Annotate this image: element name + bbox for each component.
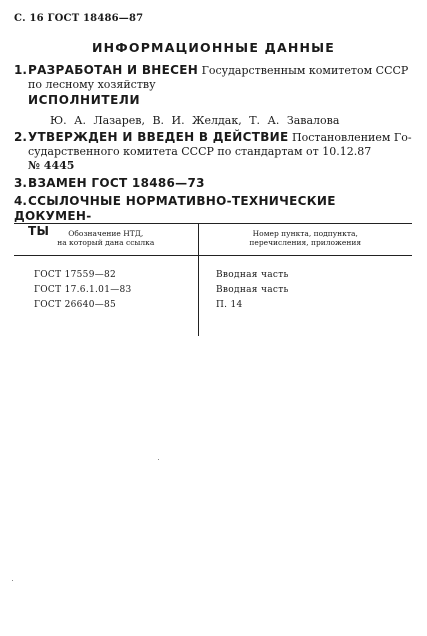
item-number: 4. [14,194,27,208]
item-number: 3. [14,176,27,190]
scan-speck [12,580,13,581]
header-line: Обозначение НТД, [68,229,144,238]
info-item-2 [14,130,414,173]
reference-table [14,223,412,336]
page-header: С. 16 ГОСТ 18486—87 [14,13,144,24]
table-cell-ref: Вводная часть [216,270,289,280]
executors-heading: ИСПОЛНИТЕЛИ [28,93,141,107]
executors-names: Ю. А. Лазарев, В. И. Желдак, Т. А. Завалова [50,114,340,127]
document-title: ИНФОРМАЦИОННЫЕ ДАННЫЕ [91,40,336,55]
item-heading: ССЫЛОЧНЫЕ НОРМАТИВНО-ТЕХНИЧЕСКИЕ ДОКУМЕН- [14,194,336,223]
table-header-ref [198,224,412,255]
ref-column [198,256,412,336]
table-header-row [14,224,412,256]
table-cell-ntd: ГОСТ 17.6.1.01—83 [34,285,132,295]
item-text: Государственным комитетом СССР [198,64,409,77]
table-cell-ref: Вводная часть [216,285,289,295]
table-header-ntd [14,224,198,255]
item-text: Постановлением Го- [288,131,412,144]
table-cell-ref: П. 14 [216,300,243,310]
header-line: Номер пункта, подпункта, [252,229,358,238]
table-cell-ntd: ГОСТ 26640—85 [34,300,117,310]
ntd-column [14,256,198,336]
item-continuation: ТЫ [28,224,50,238]
item-continuation: сударственного комитета СССР по стандартам от 10.12.87 [28,145,372,158]
item-heading: УТВЕРЖДЕН И ВВЕДЕН В ДЕЙСТВИЕ [28,130,289,144]
scan-speck [158,459,159,460]
info-item-3 [14,176,414,191]
item-heading: ВЗАМЕН ГОСТ 18486—73 [28,176,205,190]
info-item-1 [14,63,414,92]
item-heading: РАЗРАБОТАН И ВНЕСЕН [28,63,199,77]
item-continuation-2: № 4445 [28,159,75,172]
item-number: 1. [14,63,27,77]
item-continuation: по лесному хозяйству [28,78,156,91]
table-body [14,256,412,336]
item-number: 2. [14,130,27,144]
header-line: перечисления, приложения [249,238,362,247]
table-cell-ntd: ГОСТ 17559—82 [34,270,117,280]
header-line: на который дана ссылка [57,238,155,247]
